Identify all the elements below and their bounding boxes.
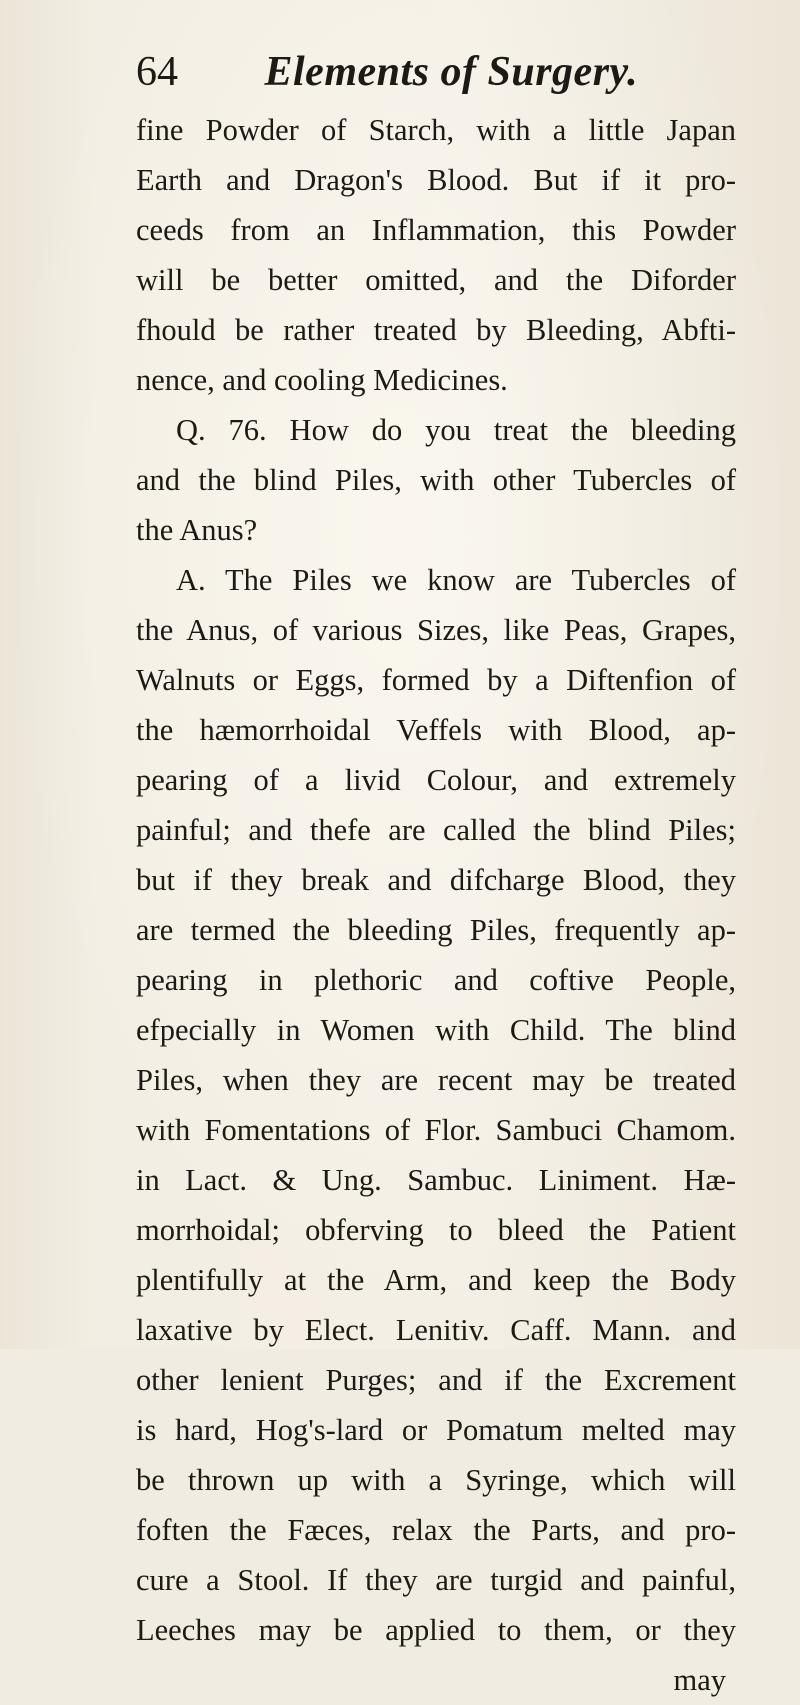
text-line: the Anus, of various Sizes, like Peas, Grapes, bbox=[136, 613, 736, 647]
text-line: pearing in plethoric and coftive People, bbox=[136, 963, 736, 997]
text-line: is hard, Hog's-lard or Pomatum melted may bbox=[136, 1413, 736, 1447]
text-line: plentifully at the Arm, and keep the Body bbox=[136, 1263, 736, 1297]
text-line: fhould be rather treated by Bleeding, Abfti- bbox=[136, 313, 736, 347]
running-title: Elements of Surgery. bbox=[264, 49, 639, 95]
text-line: with Fomentations of Flor. Sambuci Chamom. bbox=[136, 1113, 736, 1147]
text-line: foften the Fæces, relax the Parts, and pro- bbox=[136, 1513, 736, 1547]
text-line: laxative by Elect. Lenitiv. Caff. Mann. and bbox=[136, 1313, 736, 1347]
text-line: cure a Stool. If they are turgid and painful, bbox=[136, 1563, 736, 1597]
text-line: pearing of a livid Colour, and extremely bbox=[136, 763, 736, 797]
text-line: efpecially in Women with Child. The blind bbox=[136, 1013, 736, 1047]
text-line: but if they break and difcharge Blood, they bbox=[136, 863, 736, 897]
page-number: 64 bbox=[136, 49, 178, 95]
body-text bbox=[136, 105, 736, 1705]
text-line: be thrown up with a Syringe, which will bbox=[136, 1463, 736, 1497]
answer-line: A. The Piles we know are Tubercles of bbox=[176, 563, 736, 597]
text-line: Earth and Dragon's Blood. But if it pro- bbox=[136, 163, 736, 197]
question-line: Q. 76. How do you treat the bleeding bbox=[176, 413, 736, 447]
text-line: the hæmorrhoidal Veffels with Blood, ap- bbox=[136, 713, 736, 747]
page-header bbox=[136, 42, 736, 102]
text-line: the Anus? bbox=[136, 513, 258, 547]
text-line: Leeches may be applied to them, or they bbox=[136, 1613, 736, 1647]
text-line: Walnuts or Eggs, formed by a Diftenfion of bbox=[136, 663, 736, 697]
text-line: in Lact. & Ung. Sambuc. Liniment. Hæ- bbox=[136, 1163, 736, 1197]
text-line: ceeds from an Inflammation, this Powder bbox=[136, 213, 736, 247]
text-line: nence, and cooling Medicines. bbox=[136, 363, 508, 397]
text-line: other lenient Purges; and if the Excrement bbox=[136, 1363, 736, 1397]
text-line: fine Powder of Starch, with a little Japan bbox=[136, 113, 736, 147]
text-line: Piles, when they are recent may be treated bbox=[136, 1063, 736, 1097]
text-line: morrhoidal; obferving to bleed the Patient bbox=[136, 1213, 736, 1247]
text-line: and the blind Piles, with other Tubercles of bbox=[136, 463, 736, 497]
text-line: are termed the bleeding Piles, frequently ap- bbox=[136, 913, 736, 947]
catchword: may bbox=[673, 1663, 726, 1697]
text-line: painful; and thefe are called the blind Piles; bbox=[136, 813, 736, 847]
text-line: will be better omitted, and the Diforder bbox=[136, 263, 736, 297]
